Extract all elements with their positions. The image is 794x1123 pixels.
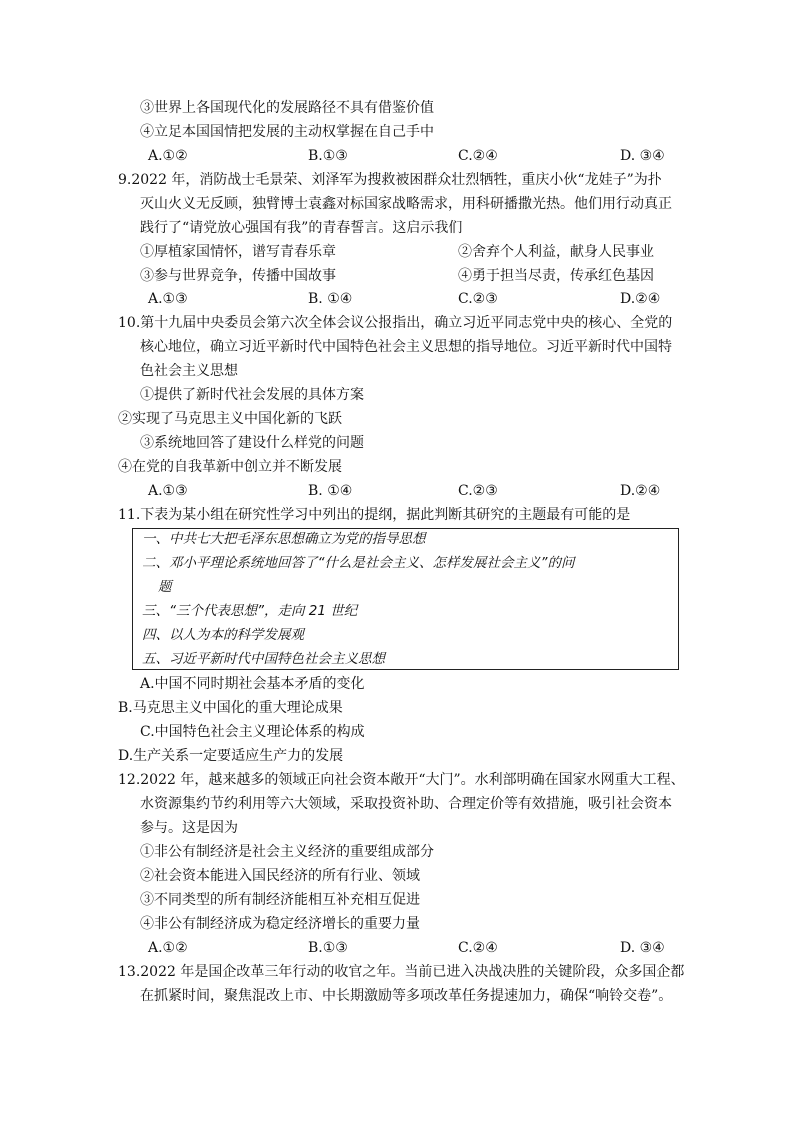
q12-stem-line-2: 水资源集约节约利用等六大领域，采取投资补助、合理定价等有效措施，吸引社会资本 bbox=[140, 796, 672, 812]
q10-option-d: D.②④ bbox=[620, 483, 661, 499]
q9-stem-line-3: 践行了“请党放心强国有我”的青春誓言。这启示我们 bbox=[140, 220, 463, 236]
q13-stem-line-2: 在抓紧时间，聚焦混改上市、中长期激励等多项改革任务提速加力，确保“响铃交卷”。 bbox=[140, 988, 673, 1004]
q10-statement-1: ①提供了新时代社会发展的具体方案 bbox=[140, 387, 364, 403]
q8-statement-3: ③世界上各国现代化的发展路径不具有借鉴价值 bbox=[140, 100, 434, 116]
q10-option-a: A.①③ bbox=[148, 483, 188, 499]
q11-stem-line-1: 11.下表为某小组在研究性学习中列出的提纲，据此判断其研究的主题最有可能的是 bbox=[118, 507, 631, 523]
q12-option-b: B.①③ bbox=[308, 940, 348, 956]
q9-statement-4: ④勇于担当尽责，传承红色基因 bbox=[458, 268, 654, 284]
q12-statement-1: ①非公有制经济是社会主义经济的重要组成部分 bbox=[140, 844, 434, 860]
q10-option-c: C.②③ bbox=[458, 483, 498, 499]
q9-option-c: C.②③ bbox=[458, 291, 498, 307]
q12-option-a: A.①② bbox=[148, 940, 188, 956]
q11-option-a: A.中国不同时期社会基本矛盾的变化 bbox=[140, 676, 365, 692]
q12-option-c: C.②④ bbox=[458, 940, 498, 956]
outline-row-4: 四、以人为本的科学发展观 bbox=[142, 627, 304, 643]
q11-option-c: C.中国特色社会主义理论体系的构成 bbox=[140, 724, 365, 740]
q11-option-b: B.马克思主义中国化的重大理论成果 bbox=[118, 700, 343, 716]
outline-row-2-cont: 题 bbox=[158, 579, 172, 595]
q8-option-d: D. ③④ bbox=[620, 148, 665, 164]
outline-row-5: 五、习近平新时代中国特色社会主义思想 bbox=[142, 651, 385, 667]
q9-option-d: D.②④ bbox=[620, 291, 661, 307]
q10-stem-line-2: 核心地位，确立习近平新时代中国特色社会主义思想的指导地位。习近平新时代中国特 bbox=[140, 339, 672, 355]
q9-option-b: B. ①④ bbox=[308, 291, 353, 307]
q8-option-a: A.①② bbox=[148, 148, 188, 164]
q8-option-b: B.①③ bbox=[308, 148, 348, 164]
q9-stem-line-2: 灭山火义无反顾，独臂博士袁鑫对标国家战略需求，用科研播撒光热。他们用行动真正 bbox=[140, 196, 672, 212]
q8-statement-4: ④立足本国国情把发展的主动权掌握在自己手中 bbox=[140, 124, 434, 140]
q12-statement-4: ④非公有制经济成为稳定经济增长的重要力量 bbox=[140, 916, 420, 932]
outline-row-3: 三、“三个代表思想”，走向 21 世纪 bbox=[142, 603, 358, 619]
q9-statement-2: ②舍弃个人利益，献身人民事业 bbox=[458, 244, 654, 260]
q10-option-b: B. ①④ bbox=[308, 483, 353, 499]
q9-statement-1: ①厚植家国情怀，谱写青春乐章 bbox=[140, 244, 336, 260]
q12-stem-line-1: 12.2022 年，越来越多的领域正向社会资本敞开“大门”。水利部明确在国家水网重大工程、 bbox=[118, 772, 685, 788]
q10-statement-2: ②实现了马克思主义中国化新的飞跃 bbox=[118, 411, 342, 427]
q8-option-c: C.②④ bbox=[458, 148, 498, 164]
q9-statement-3: ③参与世界竞争，传播中国故事 bbox=[140, 268, 336, 284]
q10-statement-4: ④在党的自我革新中创立并不断发展 bbox=[118, 459, 342, 475]
q10-stem-line-3: 色社会主义思想 bbox=[140, 363, 238, 379]
q9-stem-line-1: 9.2022 年，消防战士毛景荣、刘泽军为搜救被困群众壮烈牺牲，重庆小伙“龙娃子”为扑 bbox=[118, 172, 662, 188]
outline-row-1: 一、中共七大把毛泽东思想确立为党的指导思想 bbox=[142, 531, 426, 547]
q12-statement-2: ②社会资本能进入国民经济的所有行业、领域 bbox=[140, 868, 420, 884]
outline-row-2: 二、邓小平理论系统地回答了“什么是社会主义、怎样发展社会主义”的问 bbox=[142, 555, 575, 571]
q12-option-d: D. ③④ bbox=[620, 940, 665, 956]
q9-option-a: A.①③ bbox=[148, 291, 188, 307]
q12-statement-3: ③不同类型的所有制经济能相互补充相互促进 bbox=[140, 892, 420, 908]
q10-stem-line-1: 10.第十九届中央委员会第六次全体会议公报指出，确立习近平同志党中央的核心、全党的 bbox=[118, 315, 673, 331]
q10-statement-3: ③系统地回答了建设什么样党的问题 bbox=[140, 435, 364, 451]
q11-option-d: D.生产关系一定要适应生产力的发展 bbox=[118, 748, 344, 764]
q13-stem-line-1: 13.2022 年是国企改革三年行动的收官之年。当前已进入决战决胜的关键阶段，众多国企都 bbox=[118, 964, 685, 980]
q12-stem-line-3: 参与。这是因为 bbox=[140, 820, 238, 836]
